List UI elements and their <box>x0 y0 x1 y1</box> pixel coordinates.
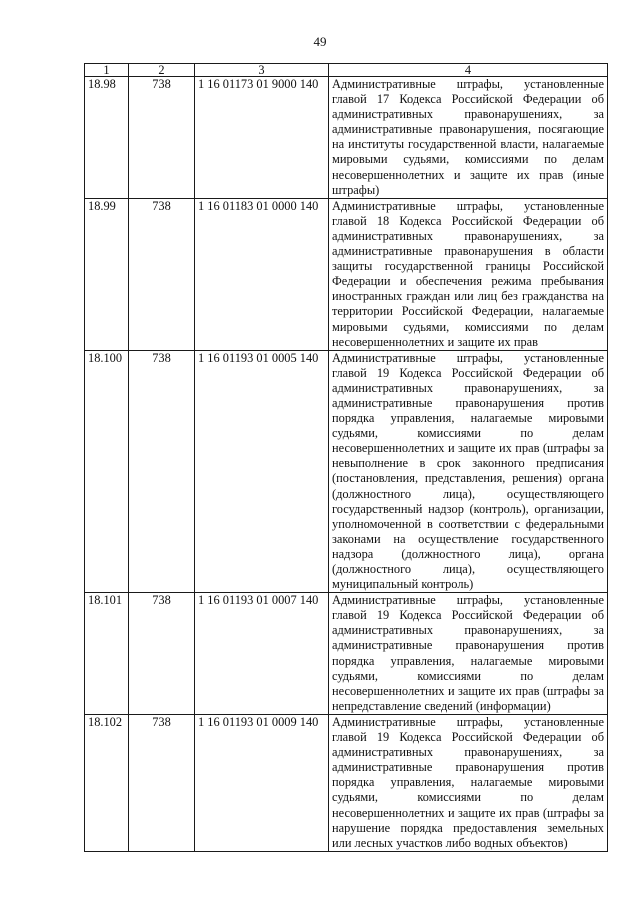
income-description: Административные штрафы, установленные главой 19 Кодекса Российской Федерации об административных правонарушениях, за административные правонарушения против порядка управления, налагаемые мировыми судьями, комиссиями по делам несовершеннолетних и защите их прав (штрафы за непредставление сведений (информации) <box>329 593 608 715</box>
budget-classification-code: 1 16 01193 01 0007 140 <box>195 593 329 715</box>
budget-classification-code: 1 16 01193 01 0009 140 <box>195 714 329 851</box>
admin-code: 738 <box>129 714 195 851</box>
budget-classification-code: 1 16 01183 01 0000 140 <box>195 198 329 350</box>
income-description: Административные штрафы, установленные главой 17 Кодекса Российской Федерации об административных правонарушениях, за административные правонарушения, посягающие на институты государственной власти, налагаемые мировыми судьями, комиссиями по делам несовершеннолетних и защите их прав (иные штрафы) <box>329 77 608 199</box>
table-row <box>85 350 608 593</box>
budget-classification-code: 1 16 01193 01 0005 140 <box>195 350 329 593</box>
page-number: 49 <box>313 34 327 49</box>
column-header-4: 4 <box>329 64 608 77</box>
table-row <box>85 198 608 350</box>
budget-codes-table <box>84 63 608 852</box>
income-description: Административные штрафы, установленные главой 19 Кодекса Российской Федерации об административных правонарушениях, за административные правонарушения против порядка управления, налагаемые мировыми судьями, комиссиями по делам несовершеннолетних и защите их прав (штрафы за нарушение порядка предоставления земельных или лесных участков либо водных объектов) <box>329 714 608 851</box>
row-number: 18.101 <box>85 593 129 715</box>
budget-classification-code: 1 16 01173 01 9000 140 <box>195 77 329 199</box>
row-number: 18.98 <box>85 77 129 199</box>
column-header-2: 2 <box>129 64 195 77</box>
column-header-1: 1 <box>85 64 129 77</box>
admin-code: 738 <box>129 198 195 350</box>
income-description: Административные штрафы, установленные главой 18 Кодекса Российской Федерации об административных правонарушениях, за административные правонарушения в области защиты государственной границы Российской Федерации и обеспечения режима пребывания иностранных граждан или лиц без гражданства на территории Российской Федерации, налагаемые мировыми судьями, комиссиями по делам несовершеннолетних и защите их прав <box>329 198 608 350</box>
table-row <box>85 593 608 715</box>
row-number: 18.102 <box>85 714 129 851</box>
table-row <box>85 77 608 199</box>
admin-code: 738 <box>129 593 195 715</box>
admin-code: 738 <box>129 77 195 199</box>
table-header <box>85 64 608 77</box>
income-description: Административные штрафы, установленные главой 19 Кодекса Российской Федерации об административных правонарушениях, за административные правонарушения против порядка управления, налагаемые мировыми судьями, комиссиями по делам несовершеннолетних и защите их прав (штрафы за невыполнение в срок законного предписания (постановления, представления, решения) органа (должностного лица), осуществляющего государственный надзор (контроль), организации, уполномоченной в соответствии с федеральными законами на осуществление государственного надзора (должностного лица), органа (должностного лица), осуществляющего муниципальный контроль) <box>329 350 608 593</box>
admin-code: 738 <box>129 350 195 593</box>
row-number: 18.99 <box>85 198 129 350</box>
column-header-3: 3 <box>195 64 329 77</box>
row-number: 18.100 <box>85 350 129 593</box>
table-row <box>85 714 608 851</box>
